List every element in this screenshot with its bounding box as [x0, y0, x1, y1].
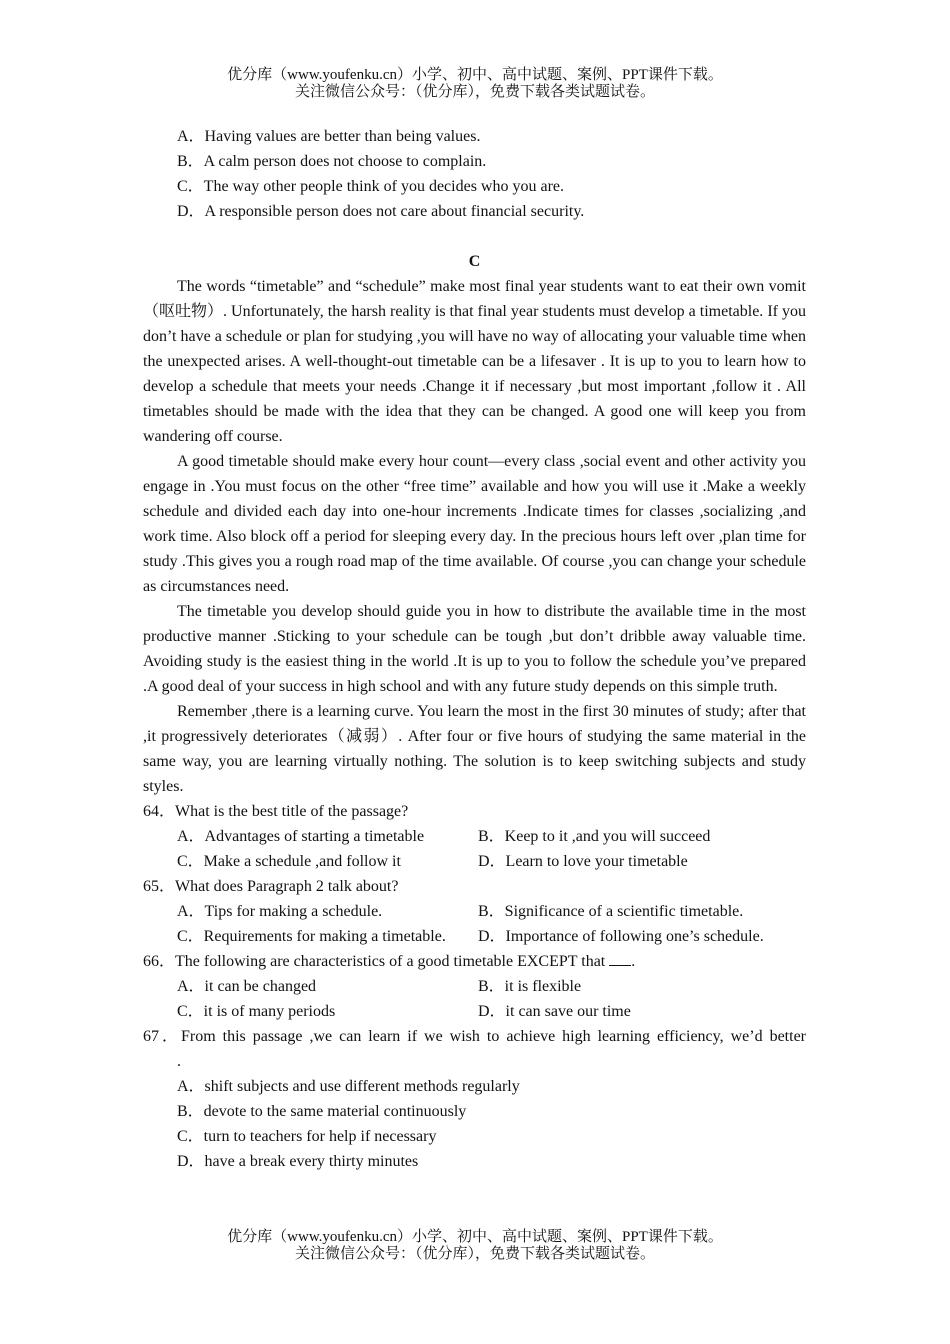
question-65-option-a: A．Tips for making a schedule.: [177, 903, 383, 920]
question-67-stem-end: .: [177, 1053, 181, 1070]
question-67-stem: 67．From this passage ,we can learn if we wish to achieve high learning efficiency, we’d better: [143, 1028, 806, 1045]
question-65-option-d: D．Importance of following one’s schedule.: [478, 928, 764, 945]
question-65-options-row-2: [143, 924, 806, 949]
passage-paragraph-2: A good timetable should make every hour count—every class ,social event and other activity you engage in .You must focus on the other “free time” available and how you will use it .Make a weekly schedule and divided each day into one-hour increments .Indicate times for classes ,socializing ,and work time. Also block off a period for sleeping every day. In the precious hours left over ,plan time for study .This gives you a rough road map of the time available. Of course ,you can change your schedule as circumstances need.: [143, 453, 806, 595]
question-67-option-d: D．have a break every thirty minutes: [177, 1153, 419, 1170]
page-footer: [0, 1229, 950, 1263]
question-64-options-row-1: [143, 824, 806, 849]
question-66-stem-end: .: [631, 953, 636, 970]
question-65-option-b: B．Significance of a scientific timetable.: [478, 903, 744, 920]
footer-line-1: 优分库（www.youfenku.cn）小学、初中、高中试题、案例、PPT课件下载。: [227, 1229, 723, 1245]
question-66-options-row-2: [143, 999, 806, 1024]
question-66-option-b: B．it is flexible: [478, 978, 582, 995]
question-66-options-row-1: [143, 974, 806, 999]
question-66-option-d: D．it can save our time: [478, 1003, 631, 1020]
footer-line-2: 关注微信公众号：（优分库），免费下载各类试题试卷。: [294, 1246, 655, 1262]
question-64-option-c: C．Make a schedule ,and follow it: [177, 853, 401, 870]
question-65-stem: 65．What does Paragraph 2 talk about?: [143, 878, 399, 895]
question-64-options-row-2: [143, 849, 806, 874]
document-body: [143, 124, 806, 1174]
question-67-option-c: C．turn to teachers for help if necessary: [177, 1128, 437, 1145]
prev-option-c: C．The way other people think of you decides who you are.: [177, 178, 565, 195]
section-title: C: [468, 253, 481, 270]
answer-blank: [609, 951, 631, 966]
question-64-option-b: B．Keep to it ,and you will succeed: [478, 828, 711, 845]
question-66-stem-line: [143, 949, 806, 974]
question-67-option-b: B．devote to the same material continuously: [177, 1103, 467, 1120]
question-66-option-c: C．it is of many periods: [177, 1003, 336, 1020]
question-64-stem: 64．What is the best title of the passage?: [143, 803, 409, 820]
question-64-option-d: D．Learn to love your timetable: [478, 853, 688, 870]
question-67-option-a: A．shift subjects and use different methods regularly: [177, 1078, 520, 1095]
question-66-option-a: A．it can be changed: [177, 978, 317, 995]
passage-paragraph-3: The timetable you develop should guide you in how to distribute the available time in the most productive manner .Sticking to your schedule can be tough ,but don’t dribble away valuable time. Avoiding study is the easiest thing in the world .It is up to you to follow the schedule you’ve prepared .A good deal of your success in high school and with any future study depends on this simple truth.: [143, 603, 806, 695]
question-65-options-row-1: [143, 899, 806, 924]
question-66-stem: 66．The following are characteristics of a good timetable EXCEPT that: [143, 953, 606, 970]
question-64-option-a: A．Advantages of starting a timetable: [177, 828, 425, 845]
passage-paragraph-4: Remember ,there is a learning curve. You learn the most in the first 30 minutes of study; after that ,it progressively deteriorates（减弱）. After four or five hours of studying the same material in the same way, you are learning virtually nothing. The solution is to keep switching subjects and study styles.: [143, 703, 806, 795]
prev-option-d: D．A responsible person does not care about financial security.: [177, 203, 585, 220]
header-line-1: 优分库（www.youfenku.cn）小学、初中、高中试题、案例、PPT课件下载。: [227, 67, 723, 83]
page-header: [0, 67, 950, 101]
question-65-option-c: C．Requirements for making a timetable.: [177, 928, 446, 945]
prev-option-b: B．A calm person does not choose to complain.: [177, 153, 487, 170]
passage-paragraph-1: The words “timetable” and “schedule” make most final year students want to eat their own vomit（呕吐物）. Unfortunately, the harsh reality is that final year students must develop a timetable. If you don’t have a schedule or plan for studying ,you will have no way of allocating your valuable time when the unexpected arises. A well-thought-out timetable can be a lifesaver . It is up to you to learn how to develop a schedule that meets your needs .Change it if necessary ,but most important ,follow it . All timetables should be made with the idea that they can be changed. A good one will keep you from wandering off course.: [143, 278, 806, 445]
header-line-2: 关注微信公众号：（优分库），免费下载各类试题试卷。: [294, 84, 655, 100]
prev-option-a: A．Having values are better than being values.: [177, 128, 481, 145]
